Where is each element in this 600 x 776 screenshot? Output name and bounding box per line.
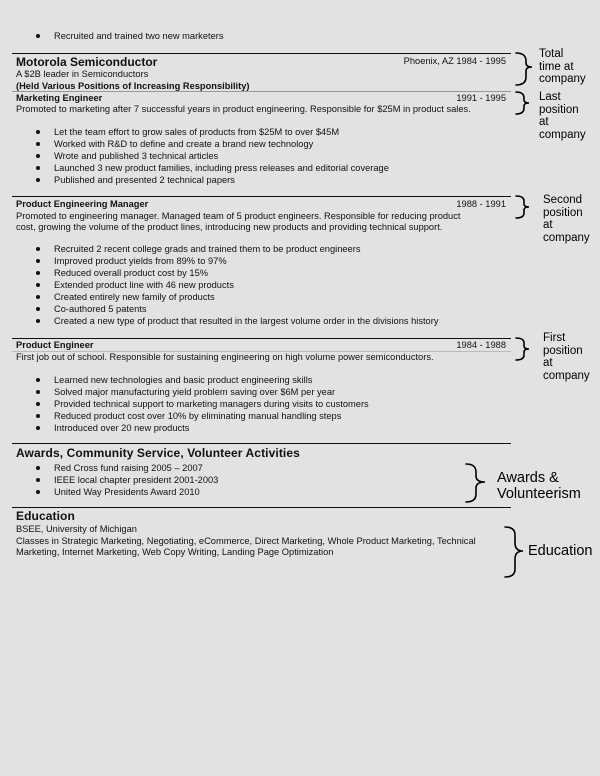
degree: BSEE, University of Michigan <box>16 524 137 534</box>
position-description: cost, growing the volume of the product lines, introducing new products and providing technical support. <box>16 222 443 232</box>
position-description: Promoted to marketing after 7 successful years in product engineering. Responsible for $25M in product sales. <box>16 104 471 114</box>
company-description: A $2B leader in Semiconductors <box>16 69 149 79</box>
list-item: Red Cross fund raising 2005 – 2007 <box>54 463 203 473</box>
brace-total <box>516 53 532 85</box>
brace-last <box>516 92 529 114</box>
annotation-total: Total time at company <box>539 48 586 85</box>
position-dates: 1984 - 1988 <box>456 340 506 350</box>
classes-text: Marketing, Internet Marketing, Web Copy Writing, Landing Page Optimization <box>16 547 334 557</box>
position-description: Promoted to engineering manager. Managed team of 5 product engineers. Responsible for reducing product <box>16 211 461 221</box>
list-item: Reduced overall product cost by 15% <box>54 268 209 278</box>
annotation-education: Education <box>528 543 593 559</box>
list-item: Published and presented 2 technical papers <box>54 175 235 185</box>
list-item: Recruited and trained two new marketers <box>54 31 224 41</box>
list-item: Wrote and published 3 technical articles <box>54 151 219 161</box>
list-item: Co-authored 5 patents <box>54 304 147 314</box>
list-item: Introduced over 20 new products <box>54 423 190 433</box>
brace-second <box>516 196 529 218</box>
position-dates: 1988 - 1991 <box>456 199 506 209</box>
annotation-second: Second position at company <box>543 194 590 244</box>
list-item: Created a new type of product that resulted in the largest volume order in the divisions history <box>54 316 439 326</box>
list-item: Let the team effort to grow sales of products from $25M to over $45M <box>54 127 340 137</box>
section-heading-education: Education <box>16 509 75 523</box>
annotation-last: Last position at company <box>539 91 586 141</box>
list-item: Recruited 2 recent college grads and trained them to be product engineers <box>54 244 361 254</box>
company-location-dates: Phoenix, AZ 1984 - 1995 <box>403 56 506 66</box>
position-title: Marketing Engineer <box>16 93 103 103</box>
classes-text: Classes in Strategic Marketing, Negotiating, eCommerce, Direct Marketing, Whole Product Marketing, Technical <box>16 536 476 546</box>
list-item: Extended product line with 46 new products <box>54 280 234 290</box>
section-heading-awards: Awards, Community Service, Volunteer Activities <box>16 446 300 460</box>
position-dates: 1991 - 1995 <box>456 93 506 103</box>
list-item: Provided technical support to marketing managers during visits to customers <box>54 399 369 409</box>
brace-education <box>505 527 523 577</box>
list-item: Solved major manufacturing yield problem saving over $6M per year <box>54 387 336 397</box>
list-item: Learned new technologies and basic product engineering skills <box>54 375 313 385</box>
list-item: Reduced product cost over 10% by eliminating manual handling steps <box>54 411 342 421</box>
brace-awards <box>466 464 485 502</box>
list-item: Launched 3 new product families, including press releases and editorial coverage <box>54 163 389 173</box>
list-item: Worked with R&D to define and create a brand new technology <box>54 139 314 149</box>
positions-note: (Held Various Positions of Increasing Responsibility) <box>16 81 250 91</box>
annotation-awards: Awards & Volunteerism <box>497 470 581 502</box>
list-item: IEEE local chapter president 2001-2003 <box>54 475 219 485</box>
annotation-first: First position at company <box>543 332 590 382</box>
position-title: Product Engineer <box>16 340 94 350</box>
company-name: Motorola Semiconductor <box>16 55 158 69</box>
brace-first <box>516 338 529 360</box>
position-description: First job out of school. Responsible for sustaining engineering on high volume power semiconductors. <box>16 352 434 362</box>
list-item: United Way Presidents Award 2010 <box>54 487 200 497</box>
list-item: Created entirely new family of products <box>54 292 215 302</box>
list-item: Improved product yields from 89% to 97% <box>54 256 227 266</box>
position-title: Product Engineering Manager <box>16 199 149 209</box>
